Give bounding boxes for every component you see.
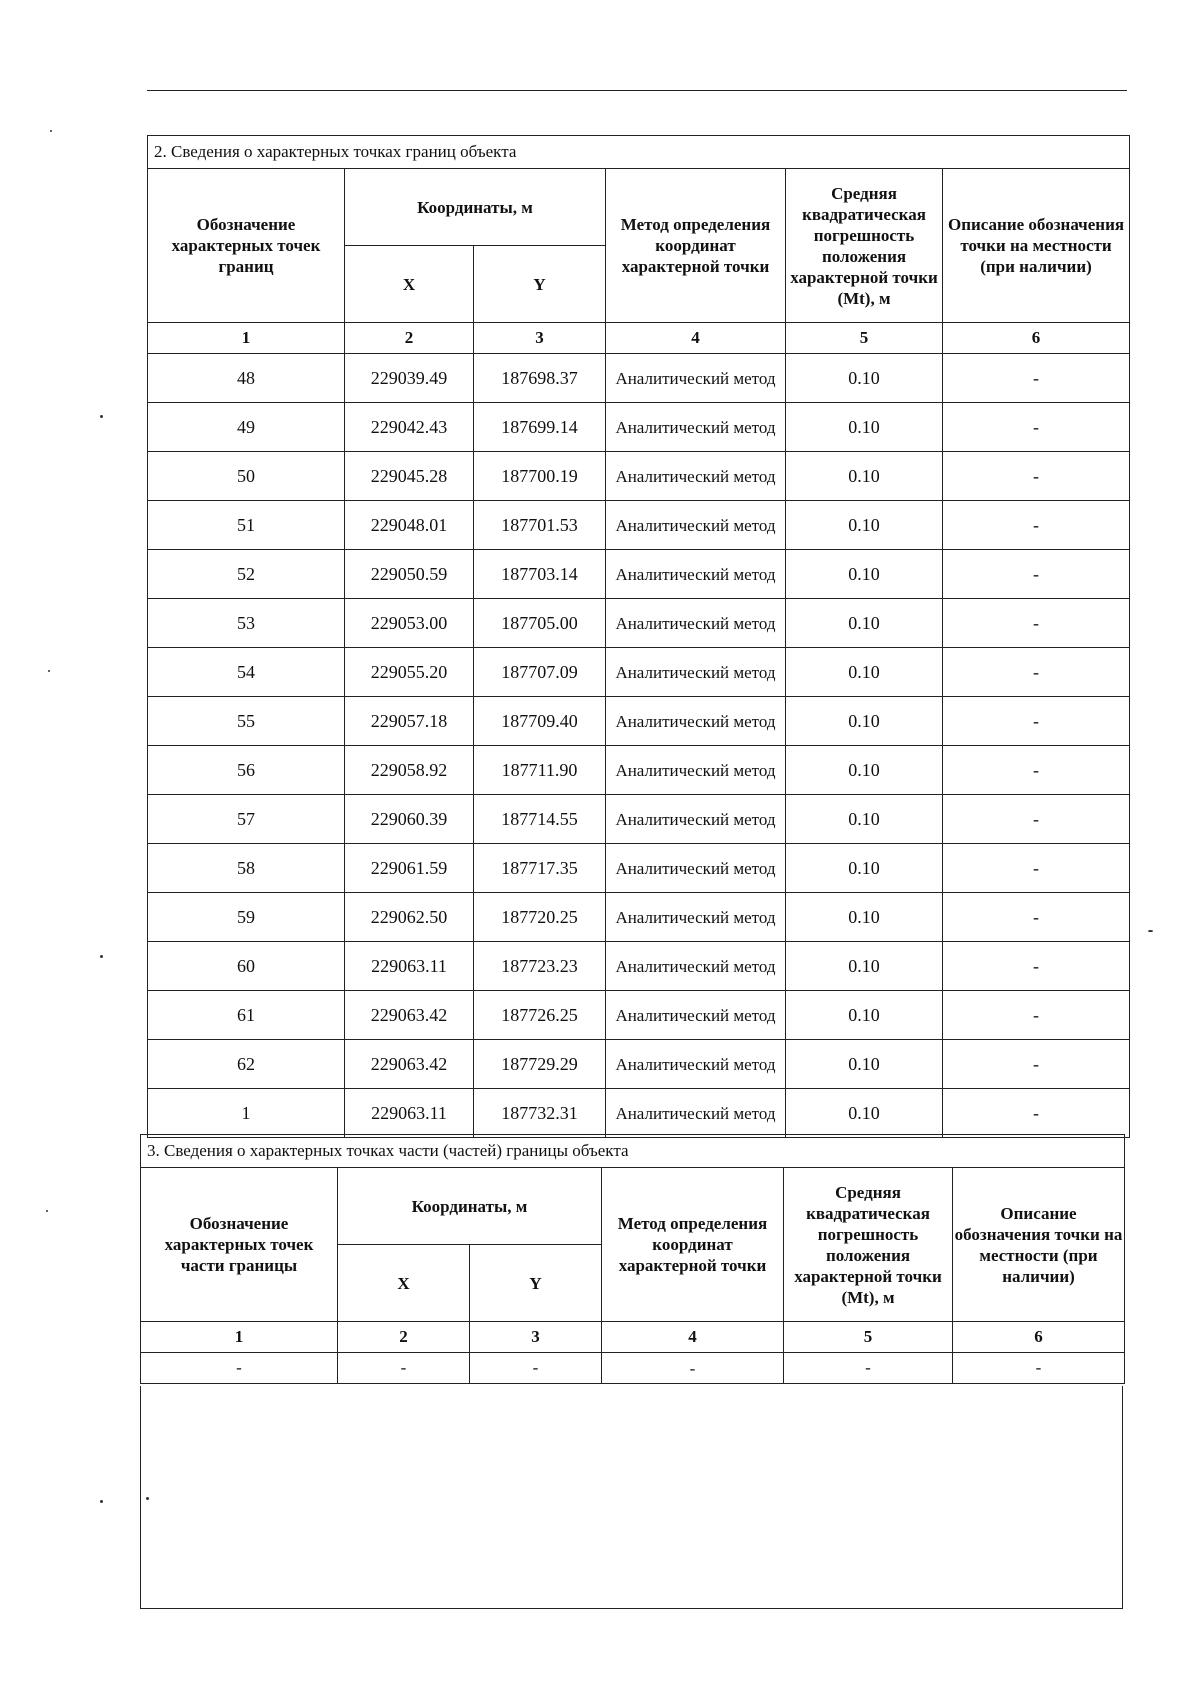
y-coord-cell: 187699.14 — [474, 403, 606, 452]
table-row — [148, 354, 1130, 403]
header-y: Y — [474, 246, 606, 323]
scan-speck — [100, 955, 103, 958]
point-id-cell: 60 — [148, 942, 345, 991]
table-row — [148, 893, 1130, 942]
method-cell: - — [602, 1353, 784, 1384]
y-coord-cell: 187714.55 — [474, 795, 606, 844]
point-id-cell: 50 — [148, 452, 345, 501]
scan-speck — [48, 670, 50, 672]
method-cell: Аналитический метод — [606, 844, 786, 893]
y-coord-cell: 187720.25 — [474, 893, 606, 942]
error-cell: 0.10 — [786, 991, 943, 1040]
col-number: 2 — [345, 323, 474, 354]
point-id-cell: 54 — [148, 648, 345, 697]
error-cell: 0.10 — [786, 550, 943, 599]
description-cell: - — [943, 501, 1130, 550]
y-coord-cell: - — [470, 1353, 602, 1384]
y-coord-cell: 187705.00 — [474, 599, 606, 648]
point-id-cell: 52 — [148, 550, 345, 599]
table-row — [148, 942, 1130, 991]
boundary-points-table — [147, 135, 1130, 1138]
error-cell: 0.10 — [786, 1089, 943, 1138]
description-cell: - — [943, 1040, 1130, 1089]
header-coords: Координаты, м — [338, 1168, 602, 1245]
error-cell: 0.10 — [786, 942, 943, 991]
method-cell: Аналитический метод — [606, 452, 786, 501]
col-number: 3 — [474, 323, 606, 354]
x-coord-cell: 229063.42 — [345, 991, 474, 1040]
description-cell: - — [953, 1353, 1125, 1384]
header-description: Описание обозначения точки на местности (при наличии) — [953, 1168, 1125, 1322]
col-number: 1 — [141, 1322, 338, 1353]
header-designation: Обозначение характерных точек части границы — [141, 1168, 338, 1322]
col-number: 3 — [470, 1322, 602, 1353]
method-cell: Аналитический метод — [606, 501, 786, 550]
method-cell: Аналитический метод — [606, 1089, 786, 1138]
header-designation: Обозначение характерных точек границ — [148, 169, 345, 323]
y-coord-cell: 187726.25 — [474, 991, 606, 1040]
error-cell: 0.10 — [786, 452, 943, 501]
description-cell: - — [943, 893, 1130, 942]
blank-area — [140, 1386, 1123, 1609]
description-cell: - — [943, 1089, 1130, 1138]
table-row — [148, 1089, 1130, 1138]
x-coord-cell: 229042.43 — [345, 403, 474, 452]
error-cell: 0.10 — [786, 501, 943, 550]
description-cell: - — [943, 354, 1130, 403]
x-coord-cell: 229039.49 — [345, 354, 474, 403]
header-description: Описание обозначения точки на местности (при наличии) — [943, 169, 1130, 323]
x-coord-cell: 229063.11 — [345, 1089, 474, 1138]
description-cell: - — [943, 452, 1130, 501]
table-row — [148, 1040, 1130, 1089]
error-cell: 0.10 — [786, 697, 943, 746]
col-number: 6 — [943, 323, 1130, 354]
x-coord-cell: 229063.11 — [345, 942, 474, 991]
x-coord-cell: 229062.50 — [345, 893, 474, 942]
description-cell: - — [943, 648, 1130, 697]
method-cell: Аналитический метод — [606, 991, 786, 1040]
y-coord-cell: 187729.29 — [474, 1040, 606, 1089]
header-y: Y — [470, 1245, 602, 1322]
part-boundary-points-table — [140, 1134, 1125, 1384]
error-cell: - — [784, 1353, 953, 1384]
table-row — [148, 697, 1130, 746]
col-number: 6 — [953, 1322, 1125, 1353]
error-cell: 0.10 — [786, 599, 943, 648]
method-cell: Аналитический метод — [606, 550, 786, 599]
header-x: X — [338, 1245, 470, 1322]
scan-speck — [100, 415, 103, 418]
point-id-cell: 48 — [148, 354, 345, 403]
y-coord-cell: 187700.19 — [474, 452, 606, 501]
col-number: 2 — [338, 1322, 470, 1353]
table-row — [148, 452, 1130, 501]
table-row — [141, 1353, 1125, 1384]
point-id-cell: 61 — [148, 991, 345, 1040]
header-coords: Координаты, м — [345, 169, 606, 246]
section-2-title: 2. Сведения о характерных точках границ объекта — [148, 136, 1130, 169]
table-row — [148, 599, 1130, 648]
description-cell: - — [943, 991, 1130, 1040]
error-cell: 0.10 — [786, 893, 943, 942]
error-cell: 0.10 — [786, 648, 943, 697]
table-row — [148, 991, 1130, 1040]
x-coord-cell: 229045.28 — [345, 452, 474, 501]
point-id-cell: 1 — [148, 1089, 345, 1138]
error-cell: 0.10 — [786, 1040, 943, 1089]
method-cell: Аналитический метод — [606, 942, 786, 991]
method-cell: Аналитический метод — [606, 354, 786, 403]
description-cell: - — [943, 795, 1130, 844]
point-id-cell: 57 — [148, 795, 345, 844]
x-coord-cell: 229063.42 — [345, 1040, 474, 1089]
x-coord-cell: 229050.59 — [345, 550, 474, 599]
col-number: 4 — [602, 1322, 784, 1353]
error-cell: 0.10 — [786, 795, 943, 844]
top-rule — [147, 90, 1127, 91]
scan-speck — [100, 1500, 103, 1503]
scan-speck — [50, 130, 52, 132]
table-row — [148, 746, 1130, 795]
error-cell: 0.10 — [786, 746, 943, 795]
y-coord-cell: 187717.35 — [474, 844, 606, 893]
description-cell: - — [943, 550, 1130, 599]
method-cell: Аналитический метод — [606, 893, 786, 942]
method-cell: Аналитический метод — [606, 795, 786, 844]
x-coord-cell: 229058.92 — [345, 746, 474, 795]
header-error: Средняя квадратическая погрешность положения характерной точки (Mt), м — [784, 1168, 953, 1322]
y-coord-cell: 187709.40 — [474, 697, 606, 746]
point-id-cell: 59 — [148, 893, 345, 942]
method-cell: Аналитический метод — [606, 746, 786, 795]
col-number: 5 — [786, 323, 943, 354]
y-coord-cell: 187711.90 — [474, 746, 606, 795]
x-coord-cell: 229055.20 — [345, 648, 474, 697]
error-cell: 0.10 — [786, 354, 943, 403]
point-id-cell: 53 — [148, 599, 345, 648]
point-id-cell: 58 — [148, 844, 345, 893]
method-cell: Аналитический метод — [606, 403, 786, 452]
header-method: Метод определения координат характерной точки — [602, 1168, 784, 1322]
point-id-cell: 49 — [148, 403, 345, 452]
method-cell: Аналитический метод — [606, 697, 786, 746]
x-coord-cell: 229061.59 — [345, 844, 474, 893]
col-number: 4 — [606, 323, 786, 354]
header-x: X — [345, 246, 474, 323]
method-cell: Аналитический метод — [606, 599, 786, 648]
boundary-points-rows — [148, 354, 1130, 1138]
method-cell: Аналитический метод — [606, 648, 786, 697]
description-cell: - — [943, 844, 1130, 893]
part-boundary-points-rows — [141, 1353, 1125, 1384]
description-cell: - — [943, 403, 1130, 452]
table-row — [148, 795, 1130, 844]
table-row — [148, 648, 1130, 697]
point-id-cell: 51 — [148, 501, 345, 550]
y-coord-cell: 187707.09 — [474, 648, 606, 697]
table-row — [148, 403, 1130, 452]
method-cell: Аналитический метод — [606, 1040, 786, 1089]
x-coord-cell: 229060.39 — [345, 795, 474, 844]
description-cell: - — [943, 746, 1130, 795]
y-coord-cell: 187703.14 — [474, 550, 606, 599]
scan-speck — [46, 1210, 48, 1212]
point-id-cell: 62 — [148, 1040, 345, 1089]
description-cell: - — [943, 599, 1130, 648]
x-coord-cell: 229053.00 — [345, 599, 474, 648]
table-row — [148, 550, 1130, 599]
x-coord-cell: - — [338, 1353, 470, 1384]
y-coord-cell: 187701.53 — [474, 501, 606, 550]
header-error: Средняя квадратическая погрешность положения характерной точки (Mt), м — [786, 169, 943, 323]
point-id-cell: 55 — [148, 697, 345, 746]
col-number: 5 — [784, 1322, 953, 1353]
error-cell: 0.10 — [786, 844, 943, 893]
description-cell: - — [943, 697, 1130, 746]
col-number: 1 — [148, 323, 345, 354]
point-id-cell: 56 — [148, 746, 345, 795]
section-3-title: 3. Сведения о характерных точках части (частей) границы объекта — [141, 1135, 1125, 1168]
error-cell: 0.10 — [786, 403, 943, 452]
y-coord-cell: 187723.23 — [474, 942, 606, 991]
table-row — [148, 501, 1130, 550]
point-id-cell: - — [141, 1353, 338, 1384]
y-coord-cell: 187732.31 — [474, 1089, 606, 1138]
description-cell: - — [943, 942, 1130, 991]
scan-speck — [1148, 930, 1153, 932]
x-coord-cell: 229057.18 — [345, 697, 474, 746]
y-coord-cell: 187698.37 — [474, 354, 606, 403]
header-method: Метод определения координат характерной точки — [606, 169, 786, 323]
x-coord-cell: 229048.01 — [345, 501, 474, 550]
table-row — [148, 844, 1130, 893]
